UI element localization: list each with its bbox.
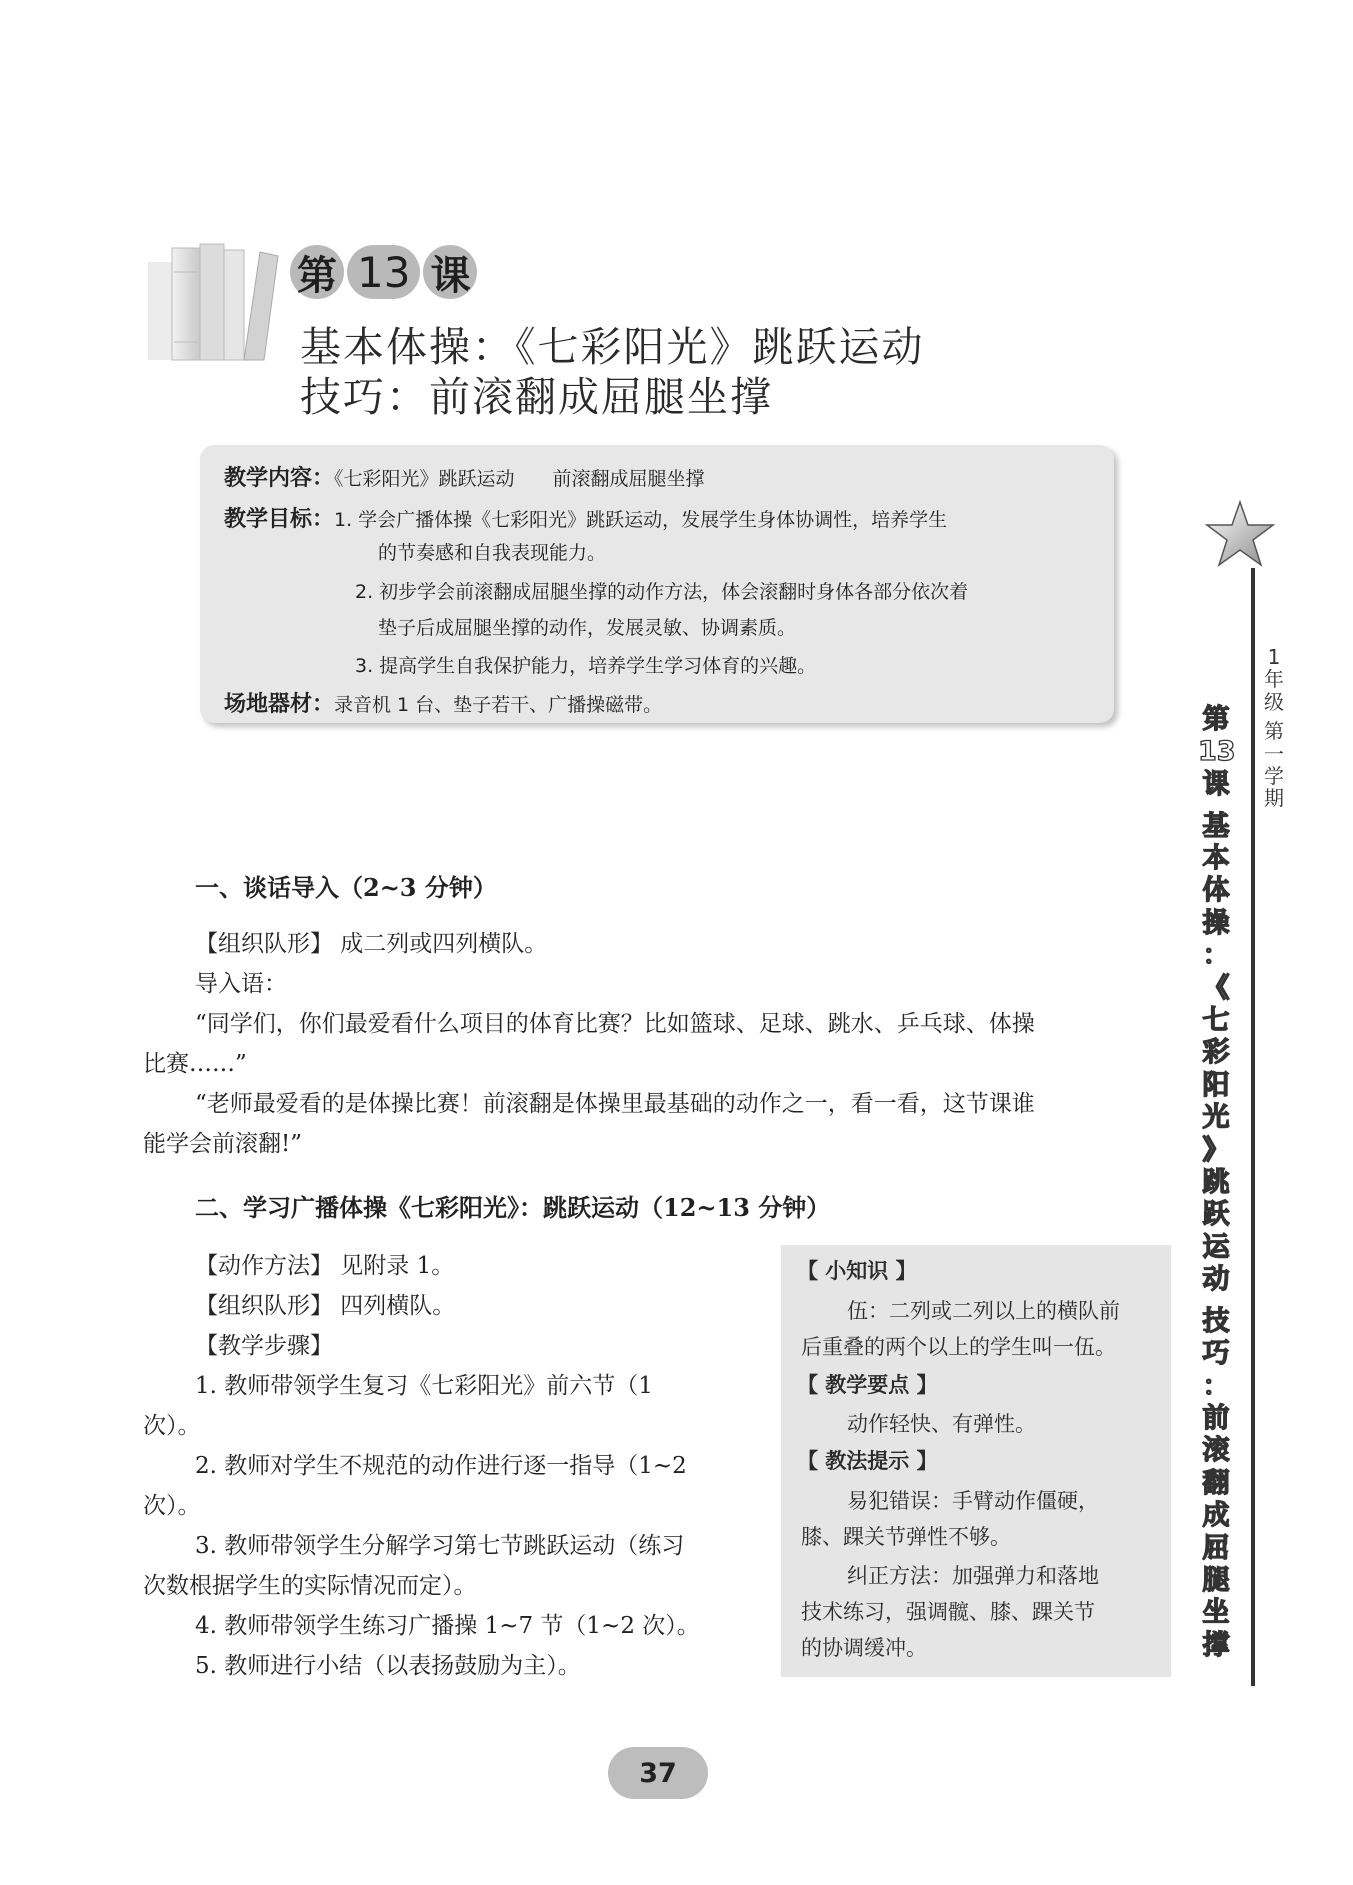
quote-2-line-a: “老师最爱看的是体操比赛！前滚翻是体操里最基础的动作之一，看一看，这节课谁: [195, 1091, 1035, 1117]
sidebar-rule: [1251, 568, 1255, 1686]
step-2-line-a: 2. 教师对学生不规范的动作进行逐一指导（1~2: [195, 1453, 687, 1479]
step-1-line-b: 次）。: [143, 1413, 201, 1439]
content-label: 教学内容：: [224, 466, 335, 491]
knowledge-line-b: 后重叠的两个以上的学生叫一伍。: [801, 1335, 1116, 1359]
goal-2-line-b: 垫子后成屈腿坐撑的动作，发展灵敏、协调素质。: [378, 617, 797, 639]
hint-2-line-a: 纠正方法：加强弹力和落地: [847, 1564, 1099, 1588]
teaching-info-box: [200, 445, 1114, 723]
knowledge-title: 【 小知识 】: [797, 1259, 917, 1283]
quote-1-line-b: 比赛……”: [143, 1051, 247, 1077]
sidebar-grade: 1 年 级 第 一 学 期: [1264, 645, 1284, 811]
star-icon: [1205, 500, 1275, 568]
step-4: 4. 教师带领学生练习广播操 1~7 节（1~2 次）。: [195, 1613, 700, 1639]
lesson-number: 13: [347, 245, 420, 299]
goal-1-line-b: 的节奏感和自我表现能力。: [378, 542, 607, 564]
books-illustration: [148, 242, 303, 362]
section-2-formation: 【组织队形】 四列横队。: [195, 1293, 456, 1319]
goal-2-line-a: 2. 初步学会前滚翻成屈腿坐撑的动作方法，体会滚翻时身体各部分依次着: [355, 581, 969, 603]
goals-row: [224, 502, 947, 533]
step-3-line-b: 次数根据学生的实际情况而定）。: [143, 1573, 477, 1599]
hints-title: 【 教法提示 】: [797, 1449, 938, 1473]
equipment-label: 场地器材：: [224, 692, 335, 717]
sidebar-lesson: 第 13 课 基 本 体 操 ： 《 七 彩 阳 光 》 跳 跃 运 动 技 巧 ： 前 滚 翻 成 屈 腿 坐 撑: [1198, 704, 1236, 1661]
goal-1-line-a: 1. 学会广播体操《七彩阳光》跳跃运动，发展学生身体协调性，培养学生: [334, 509, 948, 531]
lesson-badge: [290, 245, 477, 299]
content-row: [224, 461, 705, 492]
section-2-heading: 二、学习广播体操《七彩阳光》：跳跃运动（12~13 分钟）: [195, 1193, 831, 1222]
steps-label: 【教学步骤】: [195, 1333, 333, 1359]
keypoints-text: 动作轻快、有弹性。: [847, 1412, 1036, 1436]
section-1-heading: 一、谈话导入（2~3 分钟）: [195, 873, 497, 902]
goals-label: 教学目标：: [224, 507, 335, 532]
section-1-formation: 【组织队形】 成二列或四列横队。: [195, 931, 548, 957]
hint-1-line-a: 易犯错误：手臂动作僵硬，: [847, 1489, 1099, 1513]
hint-2-line-c: 的协调缓冲。: [801, 1636, 927, 1660]
step-2-line-b: 次）。: [143, 1493, 201, 1519]
keypoints-title: 【 教学要点 】: [797, 1373, 938, 1397]
section-2-method: 【动作方法】 见附录 1。: [195, 1253, 455, 1279]
equipment-row: [224, 687, 662, 718]
step-1-line-a: 1. 教师带领学生复习《七彩阳光》前六节（1: [195, 1373, 653, 1399]
step-5: 5. 教师进行小结（以表扬鼓励为主）。: [195, 1653, 581, 1679]
knowledge-line-a: 伍：二列或二列以上的横队前: [847, 1299, 1120, 1323]
content-value: 《七彩阳光》跳跃运动 前滚翻成屈腿坐撑: [334, 468, 705, 490]
lesson-title-line2: 技巧：前滚翻成屈腿坐撑: [300, 373, 773, 421]
hint-1-line-b: 膝、踝关节弹性不够。: [801, 1525, 1011, 1549]
tips-box: [781, 1245, 1171, 1677]
equipment-value: 录音机 1 台、垫子若干、广播操磁带。: [334, 694, 663, 716]
badge-suffix: 课: [423, 245, 477, 299]
goal-3: 3. 提高学生自我保护能力，培养学生学习体育的兴趣。: [355, 655, 817, 677]
quote-1-line-a: “同学们，你们最爱看什么项目的体育比赛？比如篮球、足球、跳水、乒乓球、体操: [195, 1011, 1035, 1037]
hint-2-line-b: 技术练习，强调髋、膝、踝关节: [801, 1600, 1095, 1624]
step-3-line-a: 3. 教师带领学生分解学习第七节跳跃运动（练习: [195, 1533, 685, 1559]
quote-2-line-b: 能学会前滚翻!”: [143, 1131, 303, 1157]
lesson-title-line1: 基本体操：《七彩阳光》跳跃运动: [300, 323, 925, 371]
badge-prefix: 第: [290, 245, 344, 299]
intro-label: 导入语：: [195, 971, 287, 997]
page-number: 37: [608, 1747, 708, 1799]
